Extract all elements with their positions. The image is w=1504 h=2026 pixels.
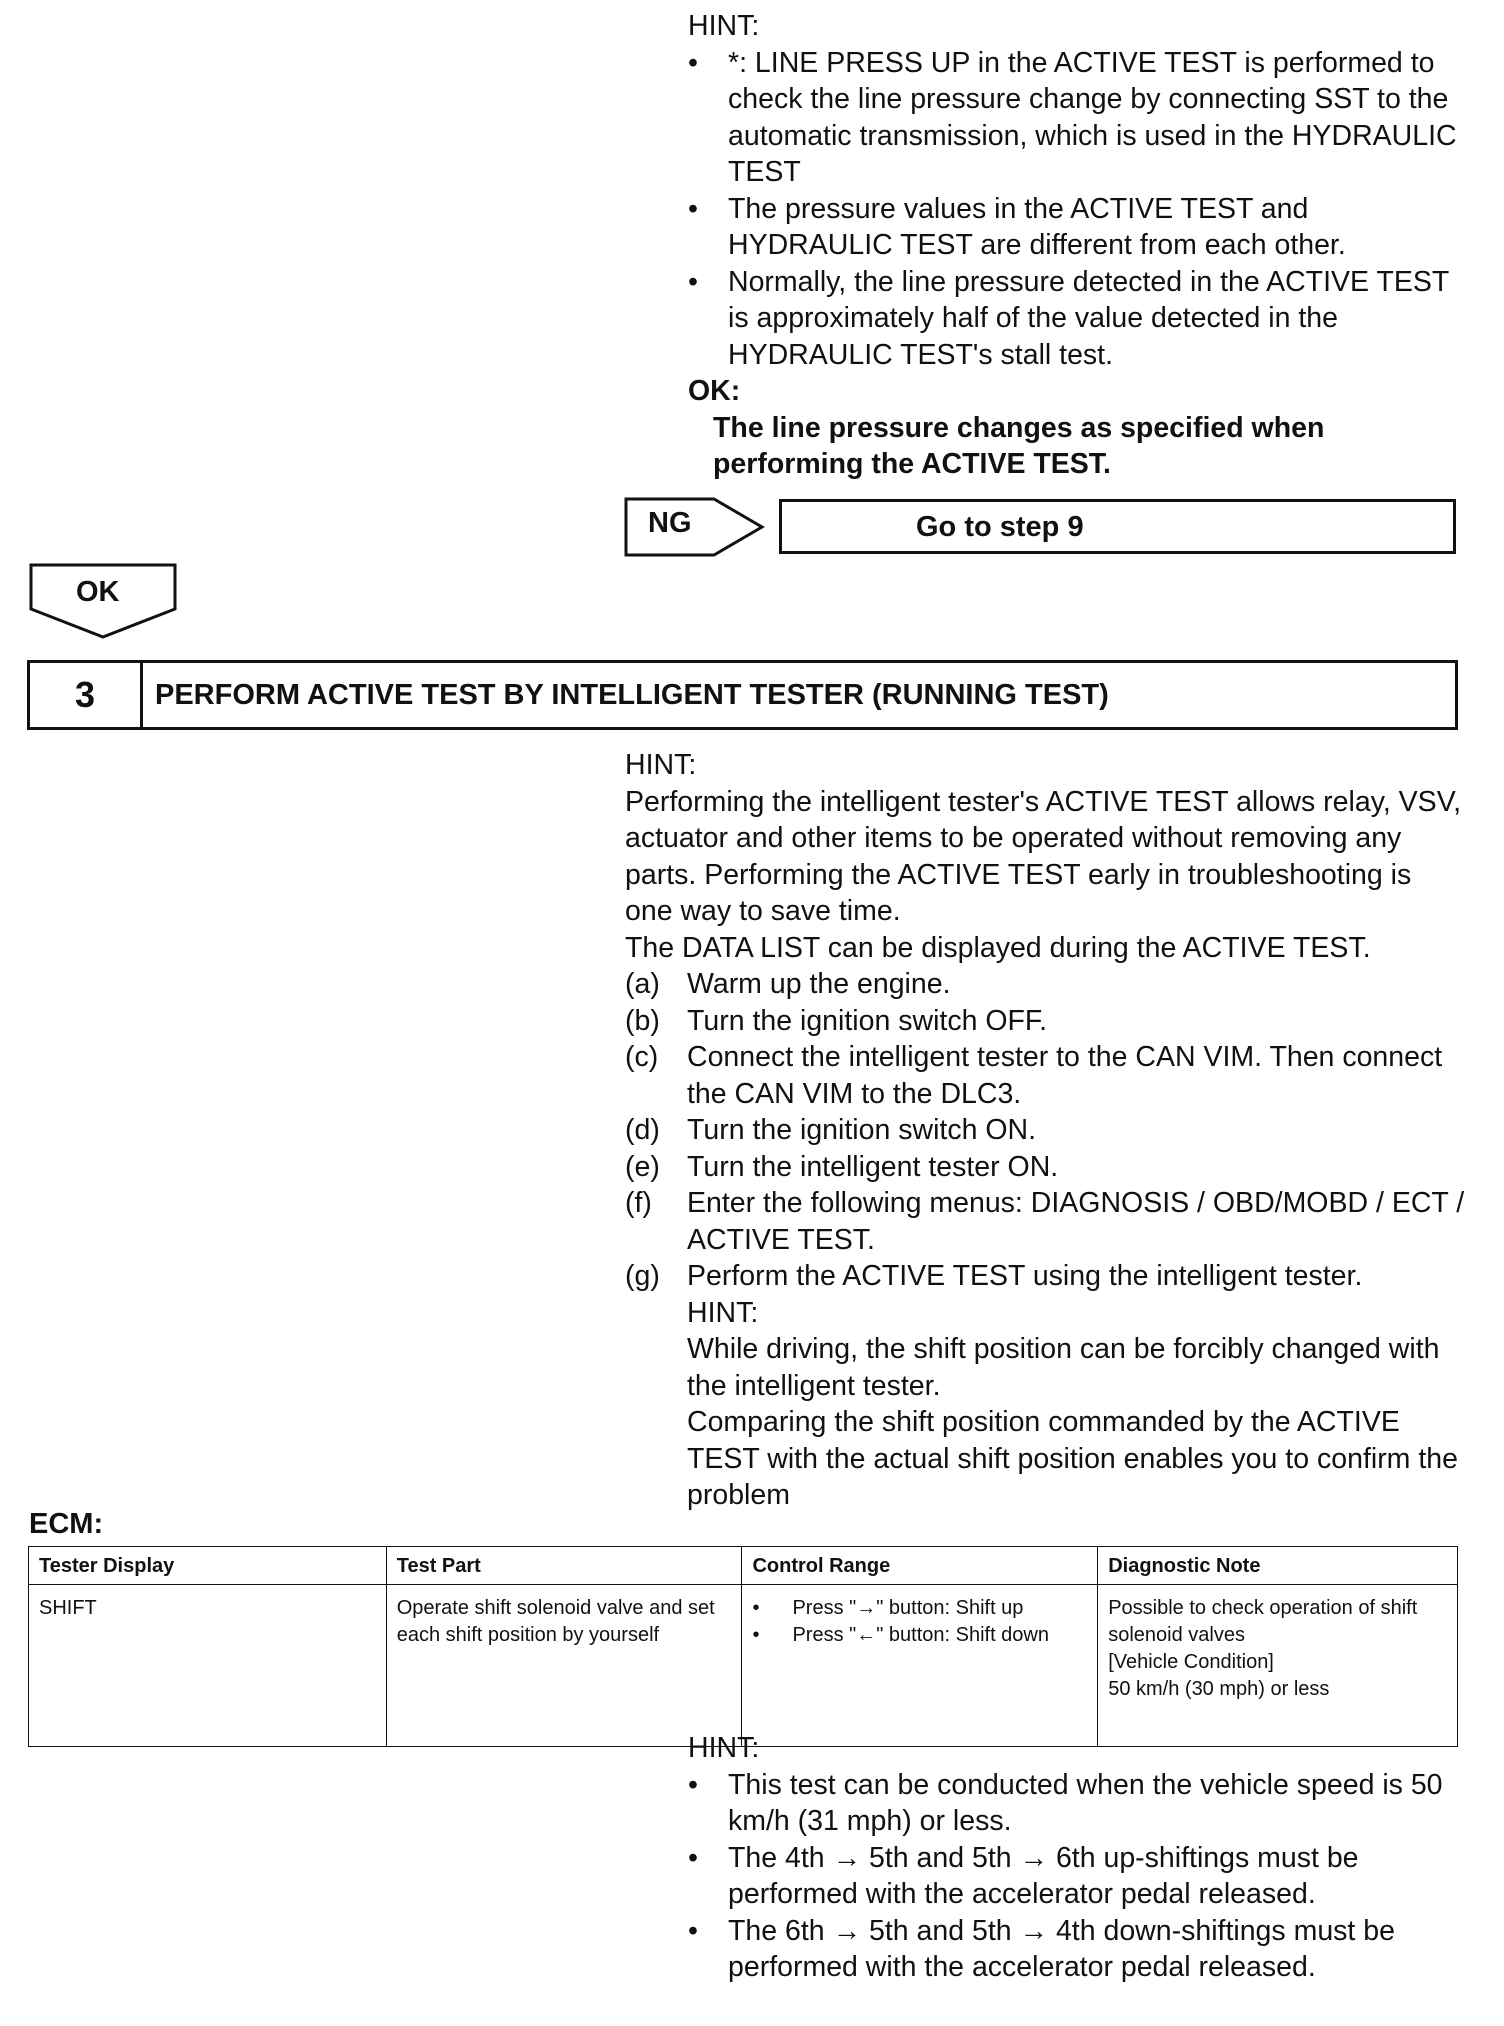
procedure-item-text: Turn the intelligent tester ON.: [687, 1150, 1059, 1183]
procedure-item-text: Turn the ignition switch OFF.: [687, 1004, 1048, 1037]
go-to-step-link[interactable]: Go to step 9: [779, 499, 1456, 554]
procedure-item-label: (b): [625, 1004, 660, 1037]
procedure-item: [625, 1039, 1465, 1112]
procedure-item-text: Connect the intelligent tester to the CAN VIM. Then connect the CAN VIM to the DLC3.: [687, 1041, 1443, 1110]
top-hint: [688, 8, 1468, 483]
step-content: [625, 747, 1465, 1514]
hint-paragraph: Comparing the shift position commanded by the ACTIVE TEST with the actual shift position enables you to confirm the problem: [687, 1406, 1458, 1511]
procedure-item-text: Enter the following menus: DIAGNOSIS / OBD/MOBD / ECT / ACTIVE TEST.: [687, 1187, 1465, 1256]
procedure-item: [625, 1185, 1465, 1258]
procedure-item-text: Perform the ACTIVE TEST using the intelligent tester.: [687, 1260, 1363, 1292]
diagnostic-note-line: Possible to check operation of shift solenoid valves: [1108, 1597, 1418, 1646]
column-header: Tester Display: [29, 1547, 387, 1585]
procedure-item-label: (a): [625, 968, 660, 1000]
column-header: Test Part: [386, 1547, 742, 1585]
hint-bullet-text: The 6th → 5th and 5th → 4th down-shiftings must be performed with the accelerator pedal released.: [728, 1914, 1395, 1983]
hint-bullet-text: The pressure values in the ACTIVE TEST and HYDRAULIC TEST are different from each other.: [728, 192, 1346, 261]
column-header: Diagnostic Note: [1098, 1547, 1458, 1585]
hint-bullet: • The 6th → 5th and 5th → 4th down-shiftings must be performed with the accelerator pedal released.: [688, 1914, 1395, 1983]
procedure-item-label: (e): [625, 1150, 660, 1183]
diagnostic-note-line: 50 km/h (30 mph) or less: [1108, 1678, 1330, 1700]
hint-bullet: • Normally, the line pressure detected in the ACTIVE TEST is approximately half of the value detected in the HYDRAULIC TEST's stall test.: [688, 265, 1449, 371]
procedure-item: [625, 1149, 1465, 1186]
step-title: PERFORM ACTIVE TEST BY INTELLIGENT TESTER (RUNNING TEST): [155, 678, 1109, 711]
ok-condition-line-2: performing the ACTIVE TEST.: [713, 448, 1111, 480]
data-list-note: The DATA LIST can be displayed during the ACTIVE TEST.: [625, 931, 1371, 964]
ecm-table: [28, 1546, 1458, 1747]
step-header: [27, 660, 1458, 730]
step-number: 3: [30, 663, 143, 727]
hint-bullet: • This test can be conducted when the vehicle speed is 50 km/h (31 mph) or less.: [688, 1768, 1443, 1837]
tester-display-cell: SHIFT: [29, 1585, 387, 1747]
hint-paragraph: Performing the intelligent tester's ACTIVE TEST allows relay, VSV, actuator and other items to be operated without removing any parts. Performing the ACTIVE TEST early in troubleshooting is one way to save time.: [625, 785, 1462, 927]
test-part-cell: Operate shift solenoid valve and set each shift position by yourself: [386, 1585, 742, 1747]
control-range-item: • Press "←" button: Shift down: [752, 1624, 1049, 1646]
procedure-item-label: (f): [625, 1187, 652, 1219]
procedure-item-label: (g): [625, 1260, 660, 1292]
hint-paragraph: While driving, the shift position can be forcibly changed with the intelligent tester.: [687, 1333, 1440, 1402]
hint-label: HINT:: [688, 10, 760, 42]
hint-label: HINT:: [625, 749, 697, 781]
procedure-item-label: (d): [625, 1114, 660, 1146]
procedure-item-text: Warm up the engine.: [687, 968, 951, 1000]
diagnostic-note-line: [Vehicle Condition]: [1108, 1651, 1274, 1673]
hint-bullet: • The 4th → 5th and 5th → 6th up-shiftings must be performed with the accelerator pedal released.: [688, 1841, 1359, 1910]
procedure-item: [625, 1112, 1465, 1149]
hint-bullet-text: The 4th → 5th and 5th → 6th up-shiftings must be performed with the accelerator pedal released.: [728, 1841, 1359, 1910]
procedure-item: [625, 966, 1465, 1003]
procedure-item: [625, 1258, 1465, 1514]
table-header-row: [29, 1547, 1458, 1585]
bottom-hint: [688, 1730, 1468, 1986]
ng-arrow-tag: [624, 497, 764, 557]
ok-condition-label: OK:: [688, 375, 741, 407]
control-range-item: • Press "→" button: Shift up: [752, 1597, 1024, 1619]
procedure-item-text: Turn the ignition switch ON.: [687, 1114, 1036, 1146]
ecm-label: ECM:: [29, 1508, 104, 1540]
table-row: [29, 1585, 1458, 1747]
ok-condition-line-1: The line pressure changes as specified when: [713, 411, 1325, 444]
hint-bullet: • *: LINE PRESS UP in the ACTIVE TEST is performed to check the line pressure change by connecting SST to the automatic transmission, which is used in the HYDRAULIC TEST: [688, 46, 1457, 188]
ng-label: NG: [648, 507, 692, 539]
diagnostic-note-cell: [1098, 1585, 1458, 1747]
hint-bullet-text: Normally, the line pressure detected in the ACTIVE TEST is approximately half of the value detected in the HYDRAULIC TEST's stall test.: [728, 265, 1449, 371]
column-header: Control Range: [742, 1547, 1098, 1585]
hint-label: HINT:: [687, 1296, 759, 1329]
procedure-item: [625, 1003, 1465, 1040]
hint-bullet-text: This test can be conducted when the vehicle speed is 50 km/h (31 mph) or less.: [728, 1768, 1443, 1837]
control-range-cell: [742, 1585, 1098, 1747]
ok-label: OK: [76, 576, 120, 608]
procedure-item-label: (c): [625, 1041, 659, 1073]
hint-bullet: • The pressure values in the ACTIVE TEST and HYDRAULIC TEST are different from each other.: [688, 192, 1346, 261]
hint-label: HINT:: [688, 1732, 760, 1764]
hint-bullet-text: *: LINE PRESS UP in the ACTIVE TEST is performed to check the line pressure change by connecting SST to the automatic transmission, which is used in the HYDRAULIC TEST: [728, 46, 1457, 188]
